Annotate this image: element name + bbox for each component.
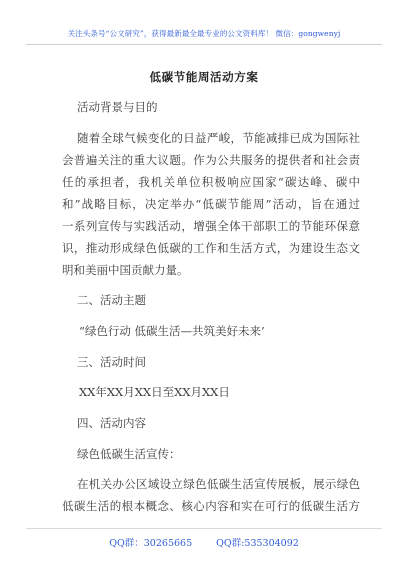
paragraph-line: 随着全球气候变化的日益严峻，节能减排已成为国际社 xyxy=(77,131,360,145)
section-heading: 二、活动主题 xyxy=(77,293,146,307)
footer-divider xyxy=(26,528,382,529)
document-title: 低碳节能周活动方案 xyxy=(149,70,259,84)
footer-qq-group-2: QQ群:535304092 xyxy=(216,538,299,549)
paragraph-line: 识，推动形成绿色低碳的工作和生活方式，为建设生态文 xyxy=(62,241,360,255)
paragraph-line: 一系列宣传与实践活动，增强全体干部职工的节能环保意 xyxy=(62,219,360,233)
section-heading: 三、活动时间 xyxy=(77,355,146,369)
paragraph-line: 明和美丽中国贡献力量。 xyxy=(62,263,189,277)
paragraph-line: 会普遍关注的重大议题。作为公共服务的提供者和社会责 xyxy=(62,153,360,167)
paragraph-line: 低碳生活的根本概念、核心内容和实在可行的低碳生活方 xyxy=(62,499,360,513)
footer xyxy=(0,535,408,549)
paragraph-line: 活动背景与目的 xyxy=(77,100,158,114)
header-banner: 关注头条号“公文研究”，获得最新最全最专业的公文资料库！ 微信：gongwenyj xyxy=(67,29,341,38)
paragraph-line: 绿色低碳生活宣传： xyxy=(77,447,181,461)
paragraph-line: XX年XX月XX日至XX月XX日 xyxy=(79,385,230,399)
paragraph-line: 和”战略目标，决定举办“低碳节能周”活动，旨在通过 xyxy=(62,197,360,211)
paragraph-line: 在机关办公区域设立绿色低碳生活宣传展板，展示绿色 xyxy=(77,477,360,491)
paragraph-line: 任的承担者，我机关单位积极响应国家“碳达峰、碳中 xyxy=(62,175,360,189)
paragraph-line: “绿色行动 低碳生活—共筑美好未来’ xyxy=(79,324,265,338)
header-divider xyxy=(26,44,382,45)
footer-qq-group-1: QQ群：30265665 xyxy=(109,538,193,549)
section-heading: 四、活动内容 xyxy=(77,416,146,430)
